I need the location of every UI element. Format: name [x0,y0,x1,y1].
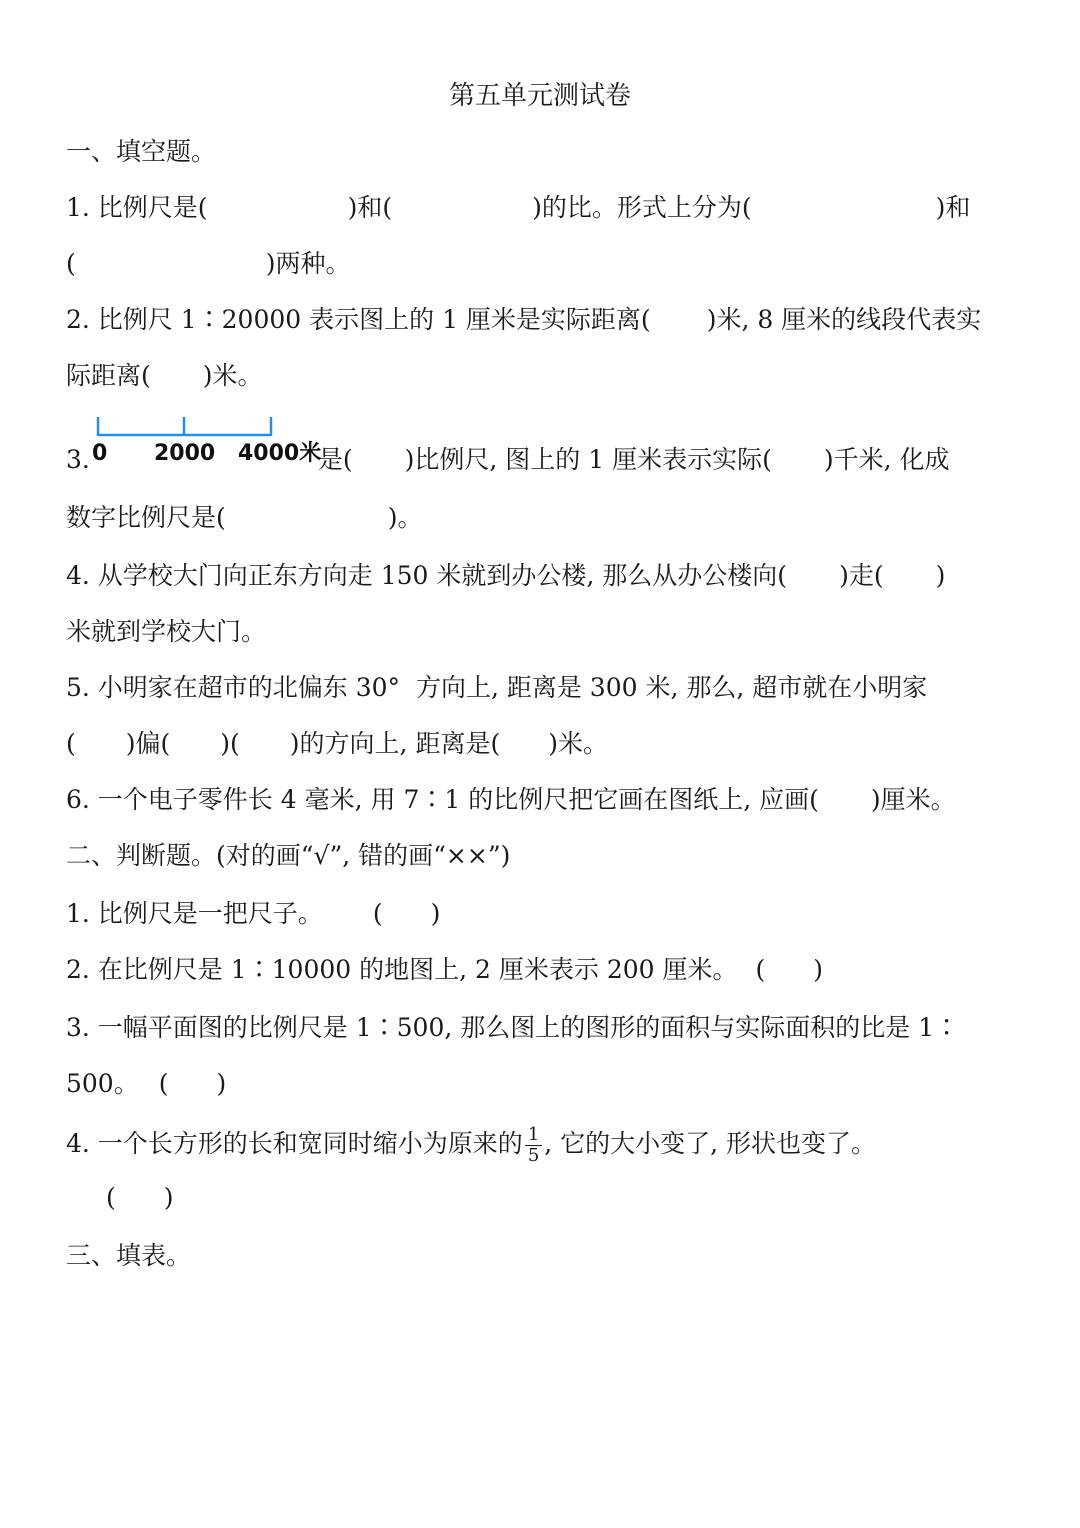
scale-label-4000: 4000米 [238,441,322,466]
q-text: )米。 [548,729,608,758]
question-2-4-answer [106,1178,174,1218]
q-text: 6. 一个电子零件长 4 毫米, 用 7∶1 的比例尺把它画在图纸上, 应画( [66,785,819,814]
fraction-numerator: 1 [525,1125,542,1146]
question-1-6 [66,780,956,820]
answer-paren: ( [158,1069,169,1098]
q-text: )比例尺, 图上的 1 厘米表示实际( [404,445,772,474]
q-text: ( [66,249,76,278]
q-text: )和 [935,193,971,222]
q-text: 1. 比例尺是一把尺子。 [66,899,323,928]
q-text: )和( [347,193,393,222]
q-text: , 它的大小变了, 形状也变了。 [544,1129,877,1158]
scale-label-2000: 2000 [154,441,216,466]
answer-paren: ) [813,955,824,984]
question-1-2-cont [66,356,263,396]
q-text: 2. 比例尺 1∶20000 表示图上的 1 厘米是实际距离( [66,305,651,334]
question-2-3: 3. 一幅平面图的比例尺是 1∶500, 那么图上的图形的面积与实际面积的比是 1∶ [66,1013,960,1042]
question-1-4-cont: 米就到学校大门。 [66,617,267,646]
q-text: )( [220,729,240,758]
question-1-1-cont [66,244,351,284]
q-text: 际距离( [66,361,151,390]
answer-paren: ) [216,1069,227,1098]
q-text: )千米, 化成 [823,445,950,474]
question-2-4 [66,1118,876,1170]
answer-paren: ) [430,899,441,928]
question-1-1 [66,188,970,228]
question-1-3-cont [66,498,423,538]
question-1-5: 5. 小明家在超市的北偏东 30° 方向上, 距离是 300 米, 那么, 超市就在小明家 [66,673,928,702]
question-1-4 [66,556,945,596]
fraction-denominator: 5 [527,1145,540,1166]
section-heading-fill-table: 三、填表。 [66,1241,192,1270]
q-text: 4. 从学校大门向正东方向走 150 米就到办公楼, 那么从办公楼向( [66,561,788,590]
q-text: 是( [317,445,353,474]
q-text: )厘米。 [870,785,956,814]
page-title: 第五单元测试卷 [448,81,631,111]
q-text: 2. 在比例尺是 1∶10000 的地图上, 2 厘米表示 200 厘米。 [66,955,738,984]
q-text: )米。 [202,361,263,390]
q-text: )。 [387,503,423,532]
q-text: 3. [66,445,90,474]
q-text: ( [66,729,76,758]
q-text: 1. 比例尺是( [66,193,208,222]
q-text: ) [935,561,946,590]
q-text: 4. 一个长方形的长和宽同时缩小为原来的 [66,1129,523,1158]
question-1-5-cont [66,724,608,764]
q-text: )的比。形式上分为( [532,193,752,222]
q-text: )米, 8 厘米的线段代表实 [706,305,982,334]
q-text: )偏( [125,729,171,758]
q-text: 500。 [66,1069,139,1098]
scale-label-0: 0 [92,441,108,466]
answer-paren: ( [372,899,383,928]
answer-paren: ) [163,1183,174,1212]
q-text: )两种。 [265,249,351,278]
question-2-1 [66,894,440,934]
q-text: 数字比例尺是( [66,503,226,532]
answer-paren: ( [106,1183,116,1212]
line-scale-bar [88,412,328,442]
question-2-3-cont [66,1064,226,1104]
fraction-one-fifth [525,1125,542,1166]
answer-paren: ( [755,955,766,984]
q-text: )的方向上, 距离是( [289,729,501,758]
q-text: )走( [839,561,884,590]
question-1-2 [66,300,981,340]
question-2-2 [66,950,823,990]
section-heading-fill-in: 一、填空题。 [66,137,217,166]
section-heading-true-false: 二、判断题。(对的画“√”, 错的画“××”) [66,841,511,870]
question-1-3 [66,440,949,480]
